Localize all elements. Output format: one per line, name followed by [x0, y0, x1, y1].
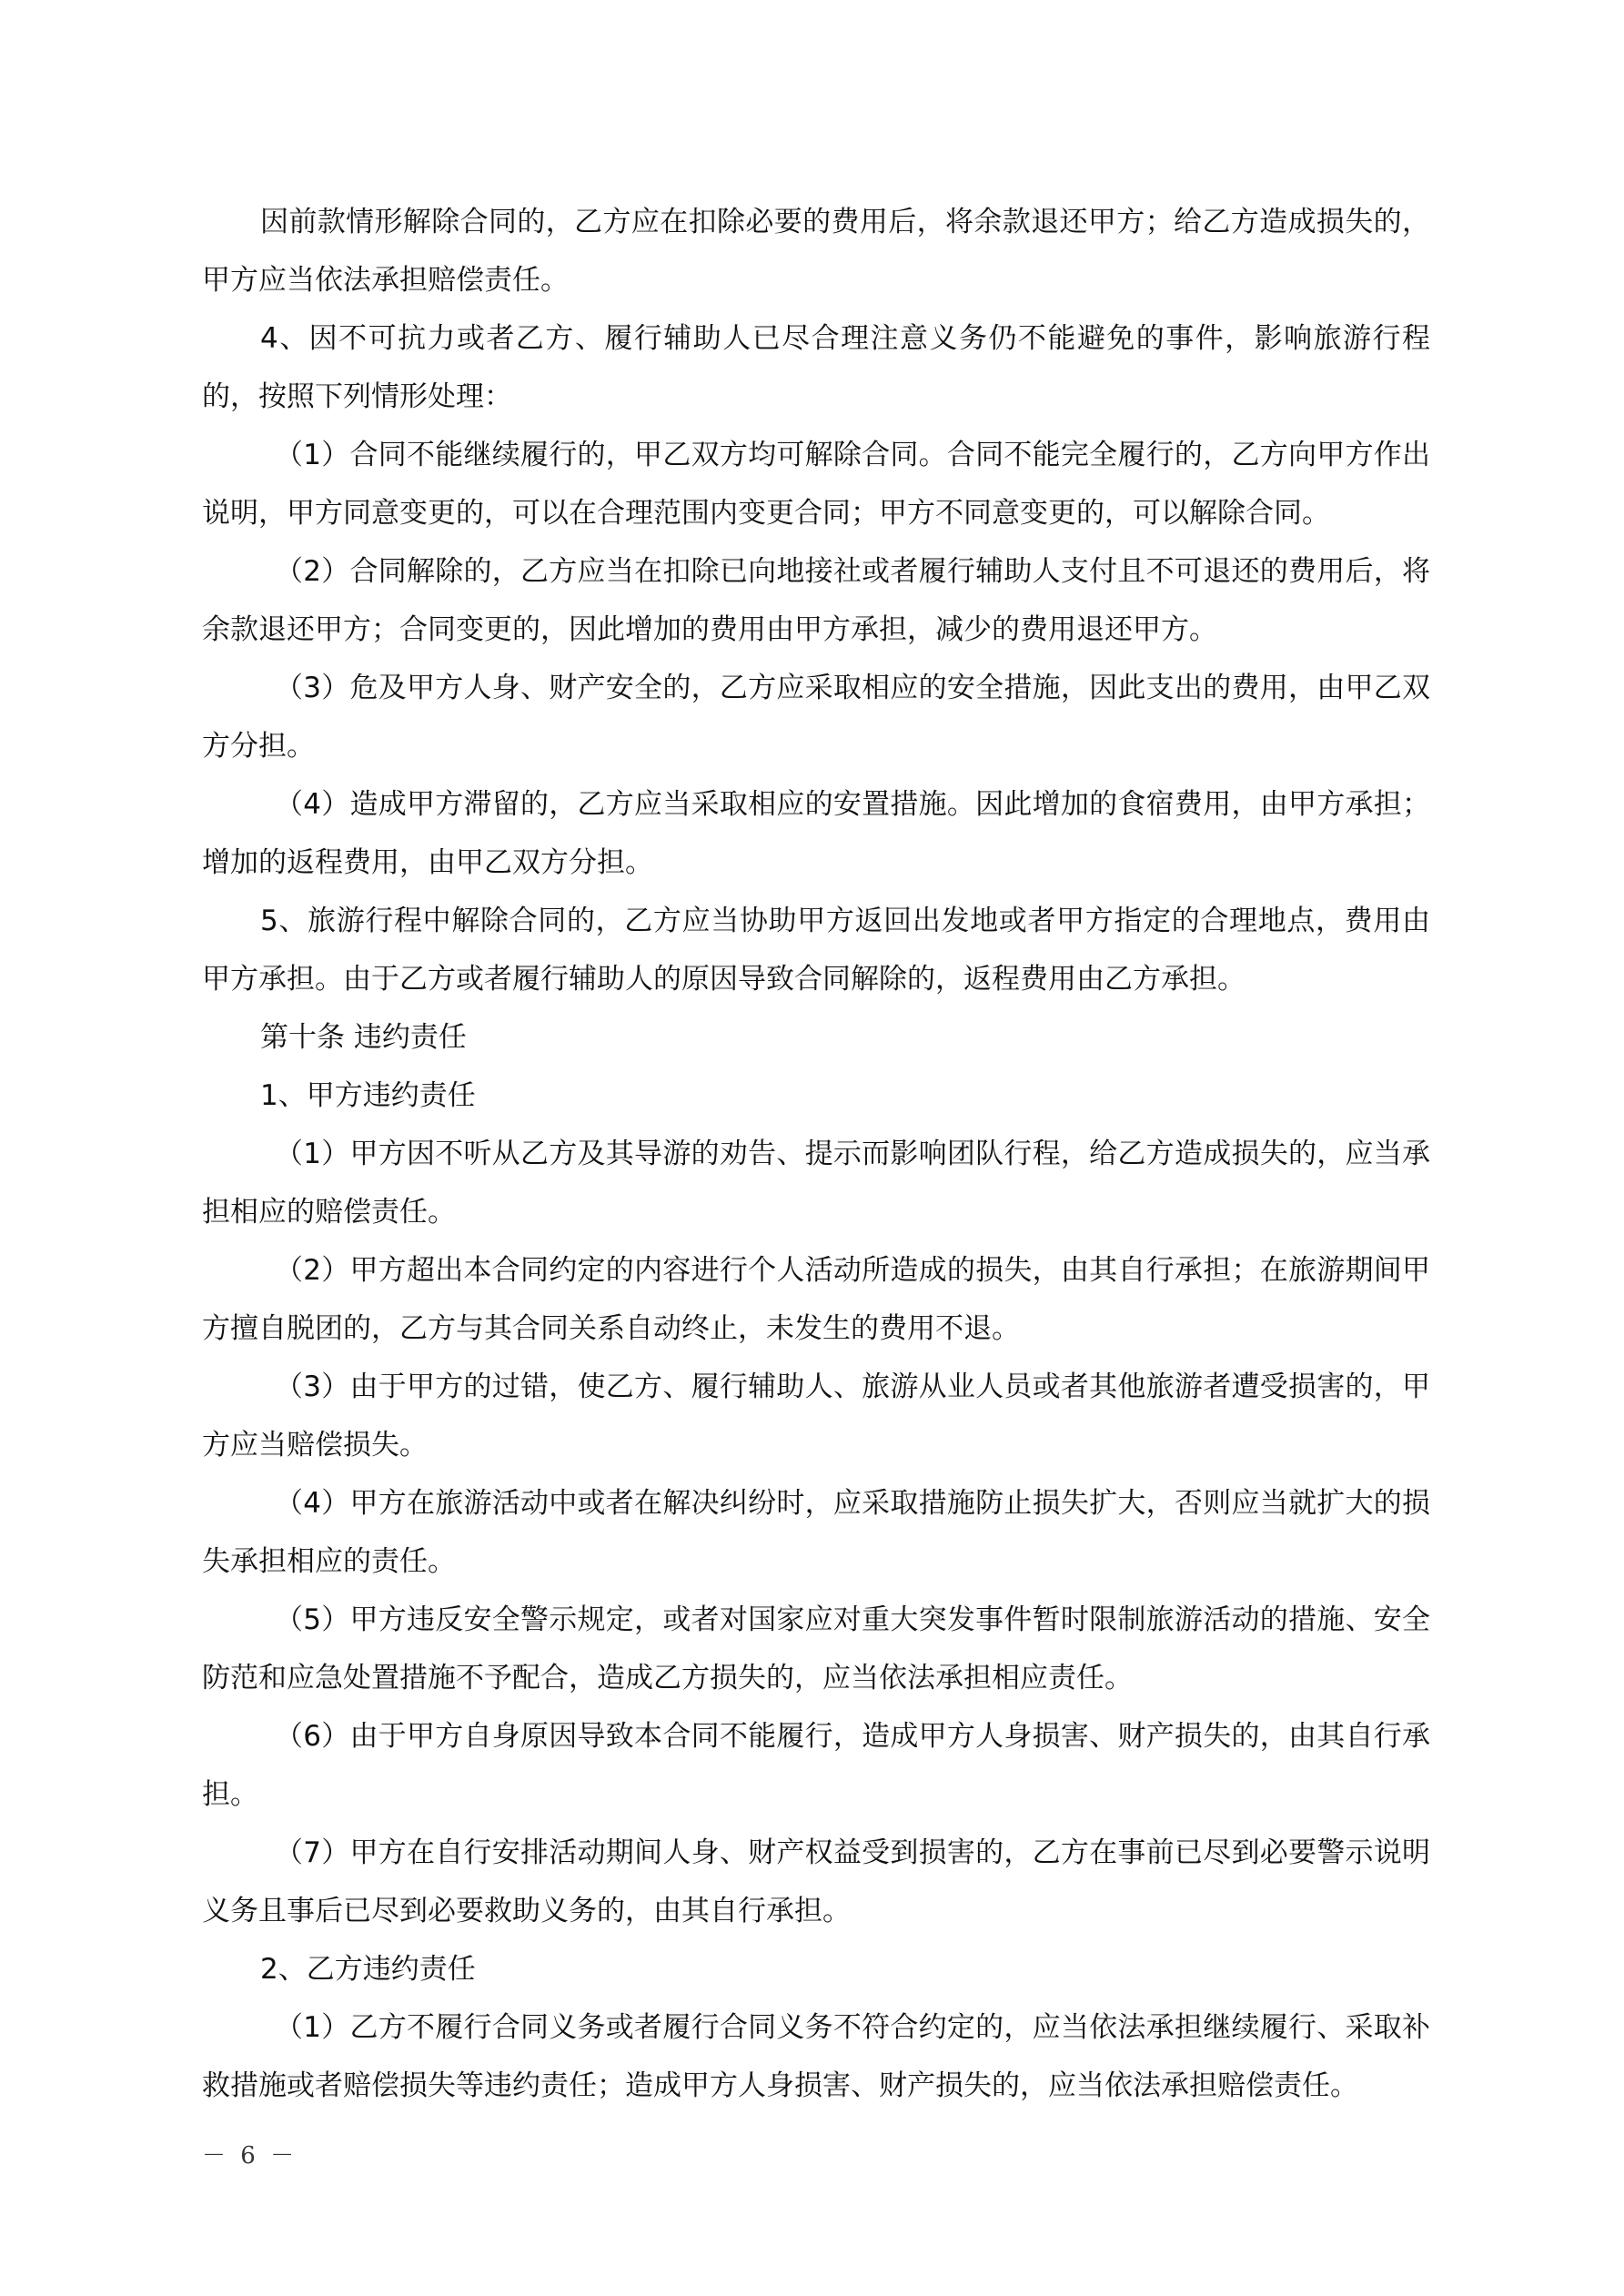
paragraph-force-majeure: 4、因不可抗力或者乙方、履行辅助人已尽合理注意义务仍不能避免的事件，影响旅游行程的，按照下列情形处理：: [202, 322, 1430, 413]
page-number: － 6 －: [202, 2142, 298, 2170]
paragraph-party-a-item-1: （1）甲方因不听从乙方及其导游的劝告、提示而影响团队行程，给乙方造成损失的，应当承担相应的赔偿责任。: [202, 1138, 1430, 1229]
paragraph-party-a-item-6: （6）由于甲方自身原因导致本合同不能履行，造成甲方人身损害、财产损失的，由其自行承担。: [202, 1720, 1430, 1811]
document-body: [202, 193, 1430, 2115]
subheading-party-b-liability: 2、乙方违约责任: [260, 1953, 476, 1986]
paragraph-force-majeure-item-4: （4）造成甲方滞留的，乙方应当采取相应的安置措施。因此增加的食宿费用，由甲方承担；增加的返程费用，由甲乙双方分担。: [202, 788, 1430, 879]
paragraph-force-majeure-item-3: （3）危及甲方人身、财产安全的，乙方应采取相应的安全措施，因此支出的费用，由甲乙双方分担。: [202, 672, 1430, 763]
paragraph-termination-during-trip: 5、旅游行程中解除合同的，乙方应当协助甲方返回出发地或者甲方指定的合理地点，费用由甲方承担。由于乙方或者履行辅助人的原因导致合同解除的，返程费用由乙方承担。: [202, 905, 1430, 996]
paragraph-party-a-item-5: （5）甲方违反安全警示规定，或者对国家应对重大突发事件暂时限制旅游活动的措施、安全防范和应急处置措施不予配合，造成乙方损失的，应当依法承担相应责任。: [202, 1603, 1430, 1694]
paragraph-party-a-item-2: （2）甲方超出本合同约定的内容进行个人活动所造成的损失，由其自行承担；在旅游期间甲方擅自脱团的，乙方与其合同关系自动终止，未发生的费用不退。: [202, 1254, 1430, 1345]
section-heading-article-10: 第十条 违约责任: [260, 1021, 467, 1054]
paragraph-party-b-item-1: （1）乙方不履行合同义务或者履行合同义务不符合约定的，应当依法承担继续履行、采取补救措施或者赔偿损失等违约责任；造成甲方人身损害、财产损失的，应当依法承担赔偿责任。: [202, 2011, 1430, 2102]
paragraph-party-a-item-4: （4）甲方在旅游活动中或者在解决纠纷时，应采取措施防止损失扩大，否则应当就扩大的损失承担相应的责任。: [202, 1487, 1430, 1578]
paragraph-force-majeure-item-1: （1）合同不能继续履行的，甲乙双方均可解除合同。合同不能完全履行的，乙方向甲方作出说明，甲方同意变更的，可以在合理范围内变更合同；甲方不同意变更的，可以解除合同。: [202, 439, 1430, 530]
paragraph-refund-after-termination: 因前款情形解除合同的，乙方应在扣除必要的费用后，将余款退还甲方；给乙方造成损失的，甲方应当依法承担赔偿责任。: [202, 206, 1430, 297]
paragraph-force-majeure-item-2: （2）合同解除的，乙方应当在扣除已向地接社或者履行辅助人支付且不可退还的费用后，将余款退还甲方；合同变更的，因此增加的费用由甲方承担，减少的费用退还甲方。: [202, 555, 1430, 646]
subheading-party-a-liability: 1、甲方违约责任: [260, 1079, 476, 1112]
paragraph-party-a-item-7: （7）甲方在自行安排活动期间人身、财产权益受到损害的，乙方在事前已尽到必要警示说明义务且事后已尽到必要救助义务的，由其自行承担。: [202, 1836, 1430, 1927]
paragraph-party-a-item-3: （3）由于甲方的过错，使乙方、履行辅助人、旅游从业人员或者其他旅游者遭受损害的，甲方应当赔偿损失。: [202, 1371, 1430, 1462]
